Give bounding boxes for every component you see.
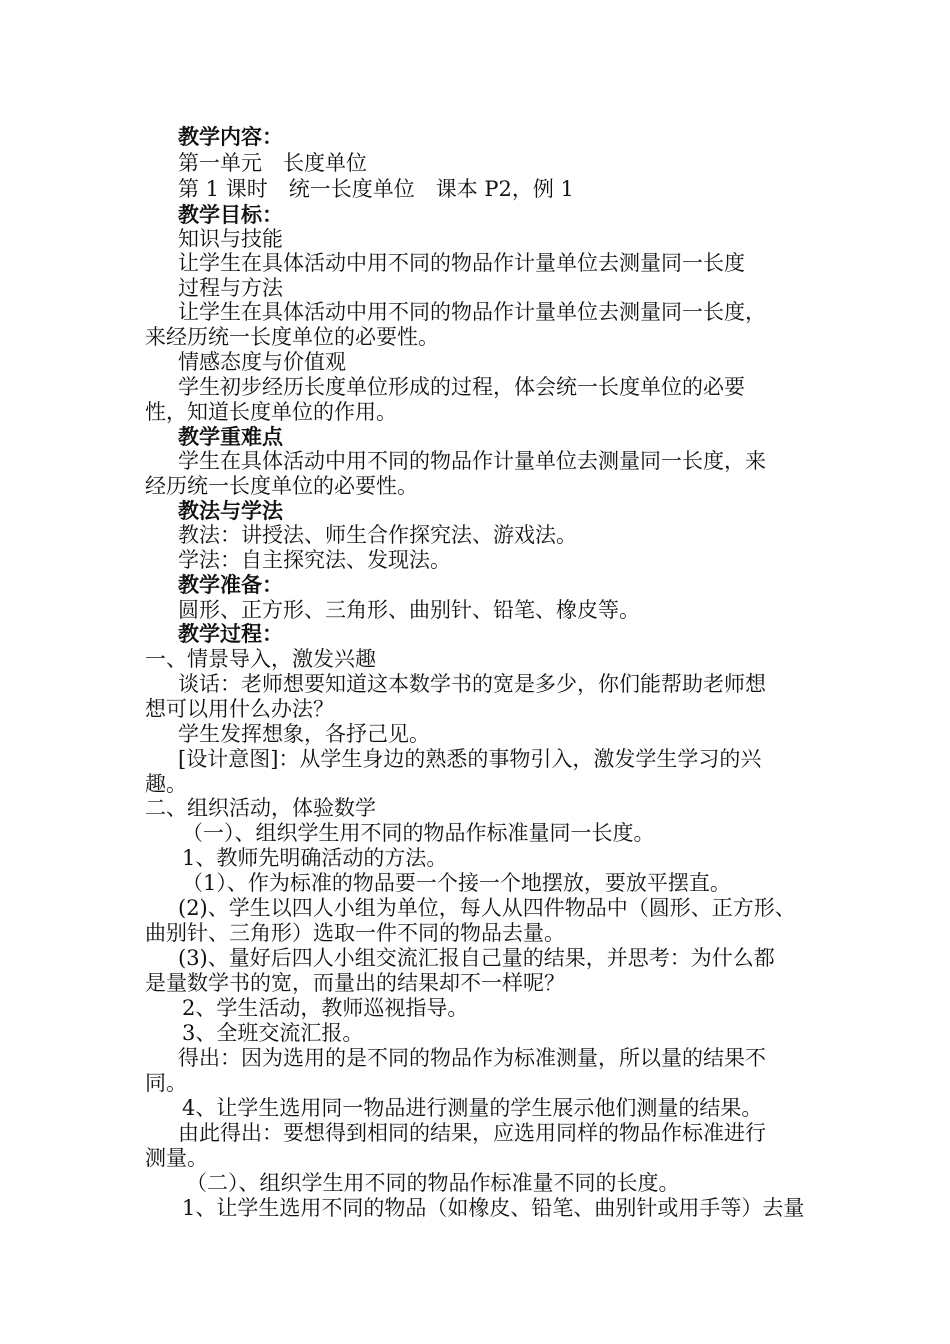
paragraph-line: 得出：因为选用的是不同的物品作为标准测量，所以量的结果不: [178, 1046, 766, 1070]
paragraph-line: （1）、作为标准的物品要一个接一个地摆放，要放平摆直。: [182, 871, 731, 895]
paragraph-line: 学生发挥想象，各抒己见。: [178, 722, 430, 746]
heading-teaching-goals: 教学目标：: [178, 202, 283, 227]
subheading-attitude: 情感态度与价值观: [178, 350, 346, 374]
paragraph-line: 性，知道长度单位的作用。: [145, 400, 397, 424]
paragraph-line: 让学生在具体活动中用不同的物品作计量单位去测量同一长度，: [178, 300, 766, 324]
unit-title: 第一单元 长度单位: [178, 151, 367, 175]
paragraph-line: 3、全班交流汇报。: [182, 1021, 364, 1045]
paragraph-line: 谈话：老师想要知道这本数学书的宽是多少，你们能帮助老师想: [178, 672, 766, 696]
paragraph-line: 学生在具体活动中用不同的物品作计量单位去测量同一长度，来: [178, 449, 766, 473]
heading-key-points: 教学重难点: [178, 424, 283, 449]
heading-preparation: 教学准备：: [178, 572, 283, 597]
paragraph-line: 学生初步经历长度单位形成的过程，体会统一长度单位的必要: [178, 375, 745, 399]
paragraph-line: (2)、学生以四人小组为单位，每人从四件物品中（圆形、正方形、: [178, 896, 796, 920]
paragraph-line: (3)、量好后四人小组交流汇报自己量的结果，并思考：为什么都: [178, 946, 775, 970]
heading-methods: 教法与学法: [178, 498, 283, 523]
lesson-title: 第 1 课时 统一长度单位 课本 P2，例 1: [178, 177, 574, 201]
paragraph-line: 圆形、正方形、三角形、曲别针、铅笔、橡皮等。: [178, 598, 640, 622]
subheading-knowledge: 知识与技能: [178, 227, 283, 251]
paragraph-line: 趣。: [145, 772, 187, 796]
subheading-process: 过程与方法: [178, 276, 283, 300]
paragraph-line: 1、让学生选用不同的物品（如橡皮、铅笔、曲别针或用手等）去量: [182, 1196, 805, 1220]
paragraph-line: （一）、组织学生用不同的物品作标准量同一长度。: [182, 821, 655, 845]
heading-process: 教学过程：: [178, 621, 283, 646]
section-heading: 一、情景导入，激发兴趣: [145, 647, 376, 671]
paragraph-line: 4、让学生选用同一物品进行测量的学生展示他们测量的结果。: [182, 1096, 763, 1120]
section-heading: 二、组织活动，体验数学: [145, 796, 376, 820]
paragraph-line: 教法：讲授法、师生合作探究法、游戏法。: [178, 523, 577, 547]
paragraph-line: 是量数学书的宽，而量出的结果却不一样呢？: [145, 971, 565, 995]
paragraph-line: 测量。: [145, 1146, 208, 1170]
paragraph-line: 同。: [145, 1071, 187, 1095]
paragraph-line: 让学生在具体活动中用不同的物品作计量单位去测量同一长度: [178, 251, 745, 275]
paragraph-line: 1、教师先明确活动的方法。: [182, 846, 448, 870]
paragraph-line: 曲别针、三角形）选取一件不同的物品去量。: [145, 921, 565, 945]
paragraph-line: 学法：自主探究法、发现法。: [178, 548, 451, 572]
paragraph-line: 由此得出：要想得到相同的结果，应选用同样的物品作标准进行: [178, 1121, 766, 1145]
heading-teaching-content: 教学内容：: [178, 124, 283, 149]
paragraph-line: [设计意图]：从学生身边的熟悉的事物引入，激发学生学习的兴: [178, 747, 762, 771]
paragraph-line: 来经历统一长度单位的必要性。: [145, 325, 439, 349]
paragraph-line: （二）、组织学生用不同的物品作标准量不同的长度。: [186, 1171, 680, 1195]
paragraph-line: 想可以用什么办法？: [145, 697, 334, 721]
paragraph-line: 2、学生活动，教师巡视指导。: [182, 996, 469, 1020]
paragraph-line: 经历统一长度单位的必要性。: [145, 474, 418, 498]
